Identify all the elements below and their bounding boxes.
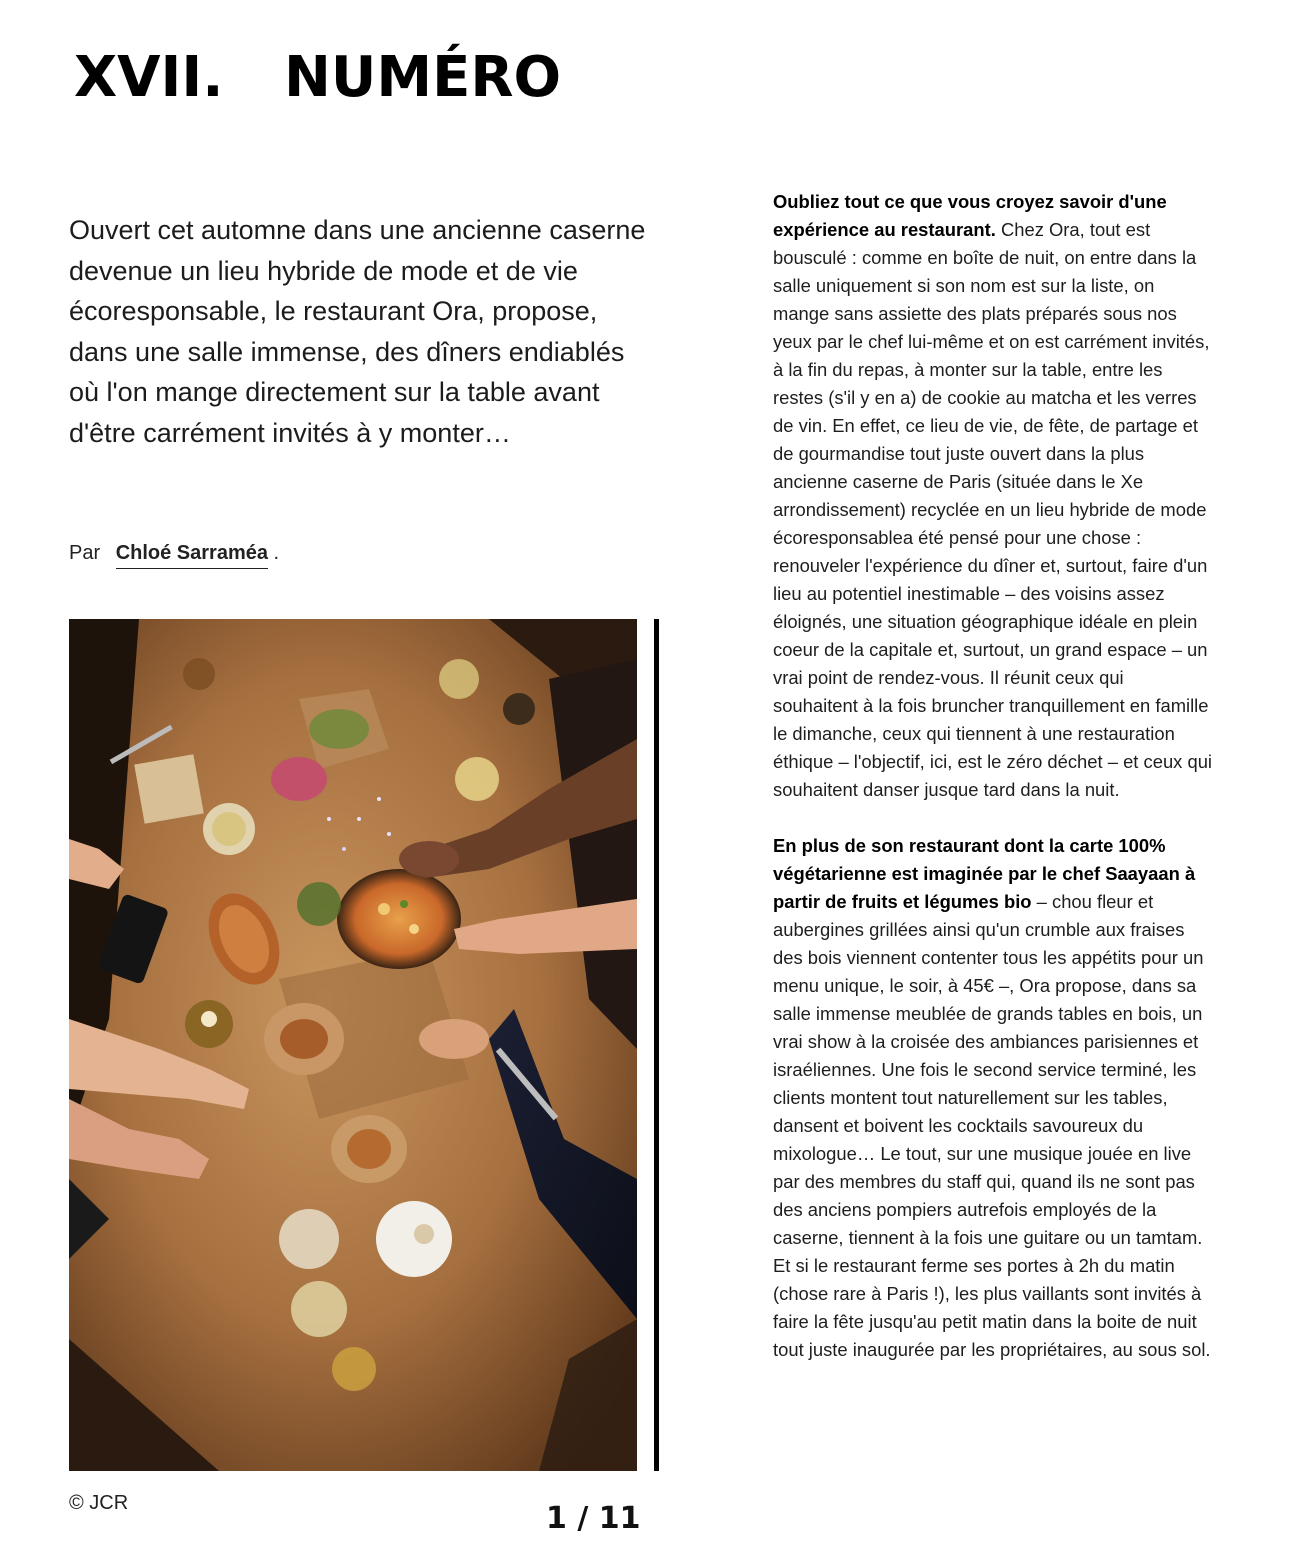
paragraph-2-body: – chou fleur et aubergines grillées ainsi qu'un crumble aux fraises des bois viennent contenter tous les appétits pour un menu unique, le soir, à 45€ –, Ora propose, dans sa salle immense meublée de grands tables en bois, un vrai show à la croisée des ambiances parisiennes et israéliennes. Une fois le second service terminé, les clients montent tout naturellement sur les tables, dansent et boivent les cocktails savoureux du mixologue… Le tout, sur une musique jouée en live par des membres du staff qui, quand ils ne sont pas des anciens pompiers autrefois employés de la caserne, tiennent à la fois une guitare ou un tamtam. Et si le restaurant ferme ses portes à 2h du matin (chose rare à Paris !), les plus vaillants sont invités à faire la fête jusqu'au petit matin dans la boite de nuit tout juste inaugurée par les propriétaires, au sous sol. [773, 891, 1211, 1360]
paragraph-1-lead: Oubliez tout ce que vous croyez savoir d'une expérience au restaurant. [773, 191, 1167, 240]
gallery-photo[interactable] [69, 619, 637, 1471]
paragraph-1-body: Chez Ora, tout est bousculé : comme en boîte de nuit, on entre dans la salle uniquement si son nom est sur la liste, on mange sans assiette des plats préparés sous nos yeux par le chef lui-même et on est carrément invités, à la fin du repas, à monter sur la table, entre les restes (s'il y en a) de cookie au matcha et les verres de vin. En effet, ce lieu de vie, de fête, de partage et de gourmandise tout juste ouvert dans la plus ancienne caserne de Paris (située dans le Xe arrondissement) recyclée en un lieu hybride de mode écoresponsablea été pensé pour une chose : renouveler l'expérience du dîner et, surtout, faire d'un lieu au potentiel inestimable – des voisins assez éloignés, une situation géographique idéale en plein coeur de la capitale et, surtout, un grand espace – un vrai point de rendez-vous. Il réunit ceux qui souhaitent à la fois bruncher tranquillement en famille le dimanche, ceux qui tiennent à une restauration éthique – l'objectif, ici, est le zéro déchet – et ceux qui souhaitent danser jusque tard dans la nuit. [773, 219, 1213, 800]
dinner-table-photo [69, 619, 637, 1471]
byline-suffix: . [273, 542, 280, 564]
byline-prefix: Par [69, 542, 101, 564]
gallery-scroll-indicator[interactable] [654, 619, 659, 1471]
site-header [74, 42, 561, 112]
article-intro: Ouvert cet automne dans une ancienne caserne devenue un lieu hybride de mode et de vie écoresponsable, le restaurant Ora, propose, dans une salle immense, des dîners endiablés où l'on mange directement sur la table avant d'être carrément invités à y monter… [69, 215, 646, 448]
article-body [773, 188, 1213, 1392]
article-paragraph-1 [773, 188, 1213, 804]
author-link[interactable]: Chloé Sarraméa [116, 539, 268, 569]
brand-logo[interactable]: NUMÉRO [284, 44, 562, 110]
paragraph-2-lead: En plus de son restaurant dont la carte 100% végétarienne est imaginée par le chef Saayaan à partir de fruits et légumes bio [773, 835, 1196, 912]
article-paragraph-2 [773, 832, 1213, 1364]
issue-number: XVII. [74, 44, 224, 110]
photo-credit: © JCR [69, 1492, 129, 1514]
gallery-counter: 1 / 11 [546, 1501, 641, 1536]
byline [69, 539, 279, 569]
